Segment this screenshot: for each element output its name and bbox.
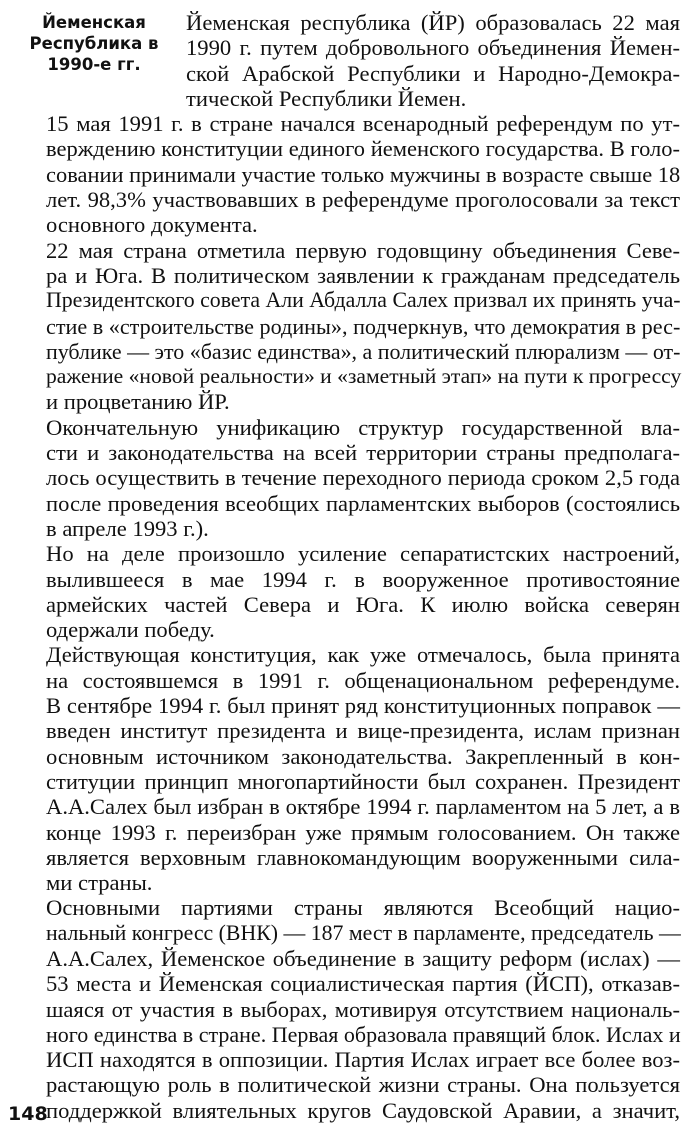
body-text — [18, 10, 680, 1123]
text-line: 22 мая страна отметила первую годовщину объединения Севе- — [46, 237, 680, 263]
side-heading-line: Йеменская — [42, 13, 146, 32]
text-line: ра и Юга. В политическом заявлении к гражданам председатель — [46, 262, 680, 288]
text-line: вылившееся в мае 1994 г. в вооруженное противостояние — [46, 566, 680, 592]
text-line: 15 мая 1991 г. в стране начался всенародный референдум по ут- — [46, 111, 680, 137]
text-line: 1990 г. путем добровольного объединения Йемен- — [186, 35, 680, 61]
text-line: ного единства в стране. Первая образовала правящий блок. Ислах и — [46, 1021, 681, 1047]
text-line: Основными партиями страны являются Всеобщий нацио- — [46, 895, 680, 921]
text-line: Президентского совета Али Абдалла Салех призвал их принять уча- — [46, 288, 681, 313]
text-line: основного документа. — [46, 212, 258, 238]
text-line: ИСП находятся в оппозиции. Партия Ислах играет все более воз- — [46, 1047, 680, 1073]
text-line: Окончательную унификацию структур государственной вла- — [46, 414, 680, 440]
text-line: Действующая конституция, как уже отмечалось, была принята — [46, 642, 680, 668]
text-line: Йеменская республика (ЙР) образовалась 22 мая — [186, 10, 680, 35]
text-line: Но на деле произошло усиление сепаратистских настроений, — [46, 541, 680, 567]
text-line: стие в «строительстве родины», подчеркнув, что демократия в рес- — [46, 313, 681, 339]
text-line: основным источником законодательства. Закрепленный в кон- — [46, 743, 680, 769]
text-line: армейских частей Севера и Юга. К июлю войска северян — [46, 591, 680, 617]
paragraph-constitution — [18, 642, 680, 895]
side-heading-line: 1990-е гг. — [47, 55, 141, 74]
text-line: совании принимали участие только мужчины в возрасте свыше 18 — [46, 161, 681, 187]
paragraph-unification — [18, 415, 680, 541]
side-heading-line: Республика в — [29, 34, 159, 53]
text-line: ми страны. — [46, 870, 153, 896]
paragraph-separatism — [18, 541, 680, 642]
text-line: является верховным главнокомандующим вооруженными сила- — [46, 844, 680, 870]
text-line: одержали победу. — [46, 617, 215, 643]
text-line: верждению конституции единого йеменского государства. В голо- — [46, 136, 680, 162]
text-line: конце 1993 г. переизбран уже прямым голосованием. Он также — [46, 819, 680, 845]
text-line: А.А.Салех был избран в октябре 1994 г. парламентом на 5 лет, а в — [46, 794, 680, 820]
text-line: введен институт президента и вице-президента, ислам признан — [46, 718, 680, 744]
text-line: после проведения всеобщих парламентских выборов (состоялись — [46, 490, 680, 516]
text-line: нальный конгресс (ВНК) — 187 мест в парламенте, председатель — — [46, 920, 681, 945]
text-line: ражение «новой реальности» и «заметный этап» на пути к прогрессу — [46, 364, 682, 389]
paragraph-intro — [186, 10, 680, 111]
text-line: 53 места и Йеменская социалистическая партия (ЙСП), отказав- — [46, 971, 680, 997]
text-line: В сентябре 1994 г. был принят ряд конституционных поправок — — [46, 693, 680, 719]
text-line: на состоявшемся в 1991 г. общенациональном референдуме. — [46, 667, 680, 693]
text-line: лет. 98,3% участвовавших в референдуме проголосовали за текст — [46, 187, 680, 213]
paragraph-parties — [18, 895, 680, 1123]
text-line: растающую роль в политической жизни страны. Она пользуется — [46, 1072, 680, 1098]
text-line: в апреле 1993 г.). — [46, 515, 209, 541]
text-line: тической Республики Йемен. — [186, 85, 467, 111]
text-line: публике — это «базис единства», а политический плюрализм — от- — [46, 338, 681, 364]
text-line: и процветанию ЙР. — [46, 389, 230, 415]
text-line: ституции принцип многопартийности был сохранен. Президент — [46, 768, 680, 794]
text-line: ской Арабской Республики и Народно-Демокра- — [186, 60, 680, 86]
text-line: поддержкой влиятельных кругов Саудовской Аравии, а значит, — [46, 1097, 680, 1123]
paragraph-referendum — [18, 111, 680, 237]
page-number: 148 — [8, 1103, 48, 1125]
text-line: шаяся от участия в выборах, мотивируя отсутствием националь- — [46, 996, 680, 1022]
paragraph-anniversary — [18, 238, 680, 415]
text-line: А.А.Салех, Йеменское объединение в защиту реформ (ислах) — — [46, 945, 680, 971]
text-line: сти и законодательства на всей территории страны предполага- — [46, 440, 680, 466]
text-line: лось осуществить в течение переходного периода сроком 2,5 года — [46, 465, 680, 491]
